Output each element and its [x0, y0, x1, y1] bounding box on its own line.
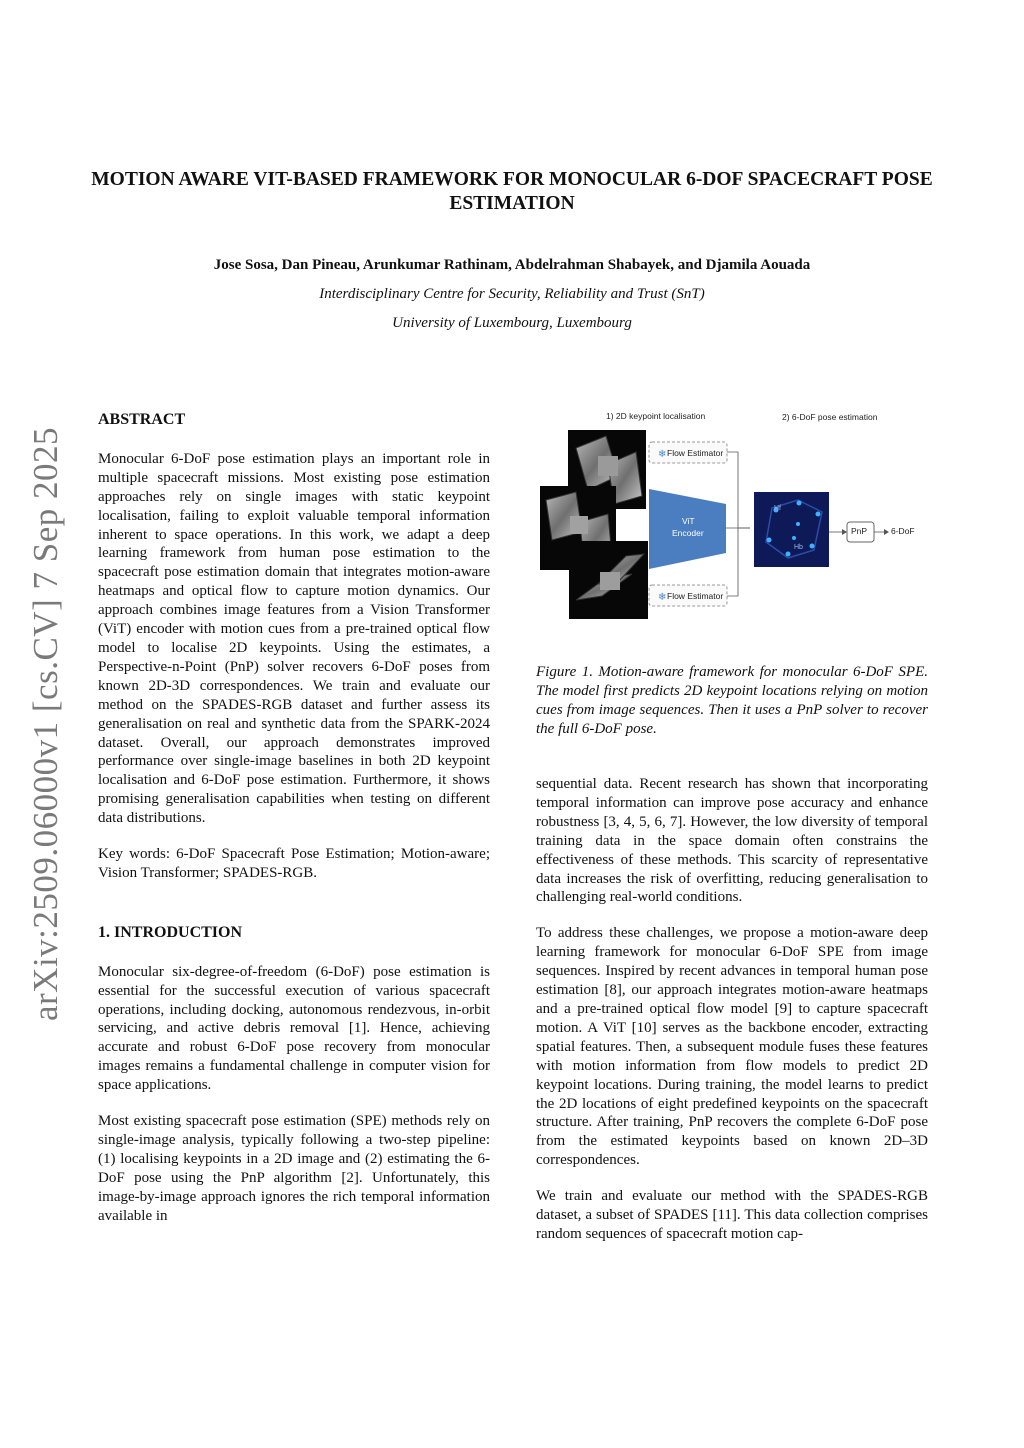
body-paragraph: To address these challenges, we propose a motion-aware deep learning framework for monocular 6-DoF SPE from image sequences. Inspired by recent advances in temporal human pose estimation [8], our approach integrates motion-aware heatmaps and a pre-trained optical flow model [9] to capture spacecraft motion. A ViT [10] serves as the backbone encoder, extracting spatial features. Then, a subsequent module fuses these features with motion information from flow models to predict 2D keypoint locations. During training, the model learns to predict the 2D locations of eight predefined keypoints on the spacecraft structure. After training, PnP recovers the complete 6-DoF pose from the estimated keypoints based on known 2D–3D correspondences.	[536, 925, 928, 1169]
body-paragraph: sequential data. Recent research has shown that incorporating temporal information can improve pose accuracy and enhance robustness [3, 4, 5, 6, 7]. However, the low diversity of temporal training data in the space domain often constrains the effectiveness of these methods. This scarcity of representative data increases the risk of overfitting, reducing generalisation to challenging real-world conditions.	[536, 776, 928, 906]
flow-estimator-bottom-label: Flow Estimator	[667, 591, 724, 601]
output-label: 6-DoF	[891, 526, 915, 536]
figure-1-caption: Figure 1. Motion-aware framework for monocular 6-DoF SPE. The model first predicts 2D keypoint locations relying on motion cues from image sequences. Then it uses a PnP solver to recover the full 6-DoF pose.	[536, 664, 928, 737]
affiliation-university: University of Luxembourg, Luxembourg	[392, 315, 632, 331]
arxiv-identifier: arXiv:2509.06000v1 [cs.CV] 7 Sep 2025	[26, 426, 65, 1022]
flow-estimator-top-label: Flow Estimator	[667, 448, 724, 458]
paper-title: MOTION AWARE VIT-BASED FRAMEWORK FOR MONOCULAR 6-DOF SPACECRAFT POSE ESTIMATION	[91, 169, 933, 214]
input-frame-3	[569, 541, 648, 619]
abstract-heading: ABSTRACT	[98, 411, 186, 428]
stage2-label: 2) 6-DoF pose estimation	[782, 412, 878, 422]
encoder-label-2: Encoder	[672, 528, 704, 538]
pnp-label: PnP	[851, 526, 868, 536]
keywords: Key words: 6-DoF Spacecraft Pose Estimation; Motion-aware; Vision Transformer; SPADES-RGB.	[98, 846, 490, 881]
snowflake-icon: ❄	[658, 449, 667, 460]
author-list: Jose Sosa, Dan Pineau, Arunkumar Rathinam, Abdelrahman Shabayek, and Djamila Aouada	[213, 257, 811, 273]
body-paragraph: We train and evaluate our method with the SPADES-RGB dataset, a subset of SPADES [11]. This data collection comprises random sequences of spacecraft motion cap-	[536, 1188, 928, 1242]
right-column	[536, 775, 928, 1261]
snowflake-icon: ❄	[658, 592, 667, 603]
figure-1-diagram	[536, 404, 928, 632]
abstract-text: Monocular 6-DoF pose estimation plays an important role in multiple spacecraft missions. Most existing pose estimation approaches rely on single images with static keypoint localisation, failing to exploit valuable temporal information inherent to space operations. In this work, we adapt a deep learning framework from human pose estimation to the spacecraft pose estimation domain that integrates motion-aware heatmaps and optical flow to capture motion dynamics. Our approach combines image features from a Vision Transformer (ViT) encoder with motion cues from a pre-trained optical flow model to localise 2D keypoints. Using the estimates, a Perspective-n-Point (PnP) solver recovers 6-DoF poses from known 2D-3D correspondences. We train and evaluate our method on the SPADES-RGB dataset and further assess its generalisation on real and synthetic data from the SPARK-2024 dataset. Overall, our approach demonstrates improved performance over single-image baselines in both 2D keypoint localisation and 6-DoF pose estimation. Furthermore, it shows promising generalisation capabilities when testing on different data distributions.	[98, 450, 490, 827]
heatmap-label-hf: Hf	[774, 505, 781, 512]
intro-paragraph: Most existing spacecraft pose estimation (SPE) methods rely on single-image analysis, typically following a two-step pipeline: (1) localising keypoints in a 2D image and (2) estimating the 6-DoF pose using the PnP algorithm [2]. Unfortunately, this image-by-image approach ignores the rich temporal information available in	[98, 1113, 490, 1224]
intro-paragraph: Monocular six-degree-of-freedom (6-DoF) pose estimation is essential for the successful execution of various spacecraft operations, including docking, autonomous rendezvous, in-orbit servicing, and active debris removal [1]. Hence, achieving accurate and robust 6-DoF pose recovery from monocular images remains a fundamental challenge in computer vision for space applications.	[98, 963, 490, 1094]
left-column	[98, 411, 490, 1243]
affiliation-institute: Interdisciplinary Centre for Security, Reliability and Trust (SnT)	[319, 286, 705, 302]
figure-graphics	[536, 404, 928, 632]
heatmap-label-hb: Hb	[794, 544, 803, 551]
introduction-heading: 1. INTRODUCTION	[98, 923, 243, 941]
encoder-label-1: ViT	[682, 516, 695, 526]
fusion-connector	[726, 452, 750, 596]
stage1-label: 1) 2D keypoint localisation	[606, 411, 706, 421]
